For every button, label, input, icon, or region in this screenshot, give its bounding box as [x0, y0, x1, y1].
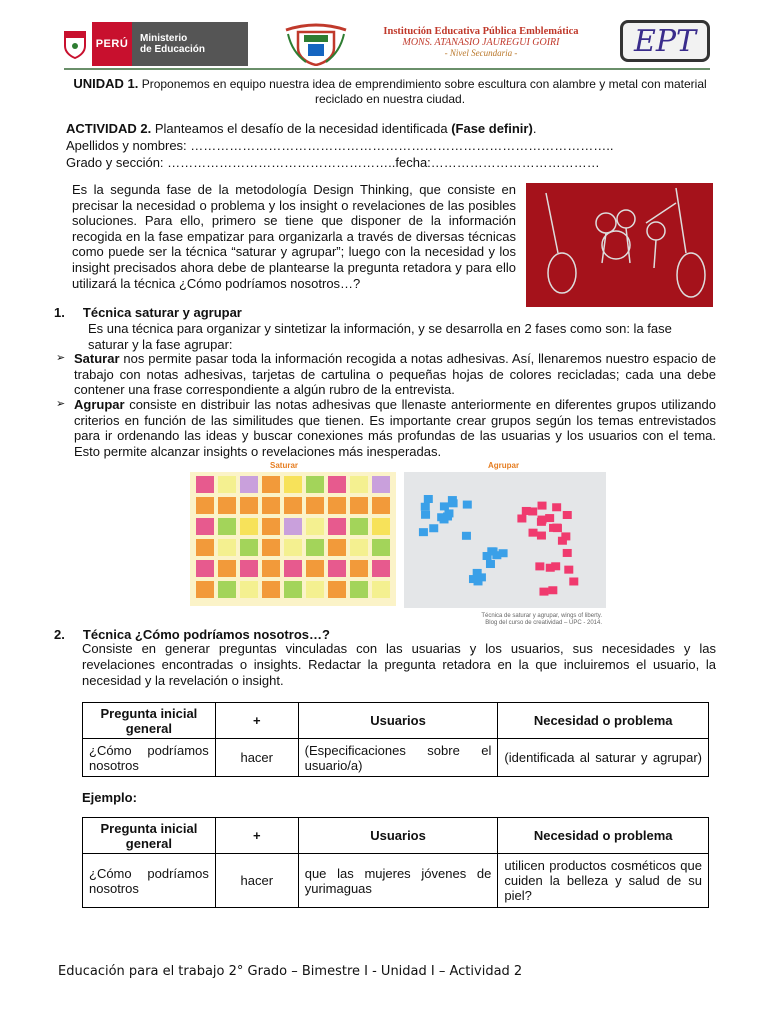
question-template-table	[82, 702, 709, 777]
section2-body: Consiste en generar preguntas vinculadas con las usuarias y los usuarios, sus necesidades y las revelaciones encontradas o insights. Redactar la pregunta retadora en la que incluiremos el usuario, la necesidad y la revelación o insight.	[82, 641, 716, 688]
sticky-note	[440, 502, 449, 510]
header-divider	[64, 68, 710, 70]
sticky-note	[350, 476, 368, 493]
sticky-note	[372, 560, 390, 577]
school-crest-icon	[284, 22, 348, 66]
sticky-note	[218, 476, 236, 493]
sticky-note	[328, 560, 346, 577]
sticky-note	[489, 547, 498, 555]
section2-title: 2. Técnica ¿Cómo podríamos nosotros…?	[54, 627, 330, 642]
sticky-note	[306, 581, 324, 598]
sticky-note	[262, 539, 280, 556]
illustration-caption-1: Técnica de saturar y agrupar, wings of liberty.	[481, 613, 602, 619]
table-header: +	[215, 703, 298, 739]
sticky-note	[240, 539, 258, 556]
example-label: Ejemplo:	[82, 790, 137, 805]
arrow-bullet-icon: ➢	[56, 398, 66, 410]
table-header: Necesidad o problema	[498, 703, 709, 739]
sticky-note	[262, 581, 280, 598]
sticky-note	[350, 539, 368, 556]
sticky-note	[262, 476, 280, 493]
sticky-note	[196, 581, 214, 598]
section1-body: Es una técnica para organizar y sintetizar la información, y se desarrolla en 2 fases como son: la fase saturar y la fase agrupar:	[88, 321, 672, 352]
sticky-note	[196, 476, 214, 493]
activity-block: ACTIVIDAD 2. Planteamos el desafío de la necesidad identificada (Fase definir). Apellidos y nombres: …………………………………………………………………………………….. Grado y sección: ……………………………………………..fecha:…………………………………	[66, 120, 726, 171]
sticky-note	[240, 581, 258, 598]
example-table	[82, 817, 709, 908]
table-header: +	[215, 818, 298, 854]
table-header-row	[83, 703, 709, 739]
sticky-note	[328, 497, 346, 514]
grade-field: Grado y sección: ……………………………………………..fecha:…………………………………	[66, 155, 600, 170]
sticky-note	[539, 588, 548, 596]
sticky-note	[306, 497, 324, 514]
sticky-note	[537, 532, 546, 540]
table-cell: (identificada al saturar y agrupar)	[498, 739, 709, 777]
bullet-saturar: ➢ Saturar nos permite pasar toda la información recogida a notas adhesivas. Así, llenaremos nuestro espacio de trabajo con notas adhesivas, tarjetas de cartulina o pequeñas hojas de colores recicladas; cada una debe contener una frase correspondiente a algún rubro de la entrevista.	[56, 351, 716, 398]
names-field: Apellidos y nombres: ……………………………………………………………………………………..	[66, 138, 614, 153]
sticky-note	[306, 539, 324, 556]
sticky-note	[284, 476, 302, 493]
table-header: Pregunta inicial general	[83, 703, 216, 739]
sticky-note	[429, 524, 438, 532]
sticky-note	[328, 539, 346, 556]
sticky-note	[328, 518, 346, 535]
sticky-note	[262, 518, 280, 535]
table-header-row	[83, 818, 709, 854]
illustration-caption-2: Blog del curso de creatividad – UPC - 2014.	[485, 620, 602, 626]
table-cell: que las mujeres jóvenes de yurimaguas	[298, 854, 498, 908]
sticky-note	[535, 562, 544, 570]
sticky-note	[443, 512, 452, 520]
sticky-note	[517, 514, 526, 522]
bullet-agrupar: ➢ Agrupar consiste en distribuir las notas adhesivas que llenaste anteriormente en diferentes grupos utilizando criterios en función de las similitudes que tienen. Es importante crear grupos según los temas entrevistados para ir ordenando las ideas y buscar conexiones más profundas de las usuarias y los usuarios con el tema. Esto permite alcanzar insights o revelaciones más inesperadas.	[56, 397, 716, 459]
sticky-note	[218, 581, 236, 598]
sticky-note	[529, 529, 538, 537]
sticky-note	[552, 503, 561, 511]
sticky-note	[372, 518, 390, 535]
sticky-note	[240, 497, 258, 514]
table-cell: utilicen productos cosméticos que cuiden la belleza y salud de su piel?	[498, 854, 709, 908]
sticky-note	[240, 518, 258, 535]
sticky-note	[218, 497, 236, 514]
sticky-note	[372, 539, 390, 556]
sticky-note	[548, 586, 557, 594]
sticky-note	[538, 502, 547, 510]
sticky-note	[546, 564, 555, 572]
saturar-label: Saturar	[270, 461, 299, 470]
sticky-note	[372, 476, 390, 493]
table-cell: (Especificaciones sobre el usuario/a)	[298, 739, 498, 777]
sticky-note	[218, 539, 236, 556]
sticky-note	[552, 524, 561, 532]
sticky-note	[196, 539, 214, 556]
sticky-note	[372, 581, 390, 598]
sticky-note	[469, 575, 478, 583]
table-cell: ¿Cómo podríamos nosotros	[83, 854, 216, 908]
saturar-agrupar-illustration	[190, 458, 608, 626]
school-name: Institución Educativa Pública Emblemática MONS. ATANASIO JAUREGUI GOIRI - Nivel Secundaria -	[383, 26, 579, 58]
sticky-note	[196, 560, 214, 577]
sticky-note	[284, 539, 302, 556]
intro-paragraph: Es la segunda fase de la metodología Design Thinking, que consiste en precisar la necesidad o problema y los insight o revelaciones de las posibles soluciones. Para ello, primero se tiene que disponer de la información recogida en la fase empatizar para organizarla a través de diversas técnicas como puede ser la técnica “saturar y agrupar”; luego con la necesidad y los insight precisados ahora debe de plantearse la pregunta retadora y para ello utilizará la técnica ¿Cómo podríamos nosotros…?	[72, 182, 516, 291]
sticky-note	[421, 503, 430, 511]
sticky-note	[350, 497, 368, 514]
sticky-note	[262, 497, 280, 514]
sticky-note	[262, 560, 280, 577]
sticky-note	[419, 528, 428, 536]
sticky-note	[284, 518, 302, 535]
sticky-note	[196, 518, 214, 535]
sticky-note	[424, 495, 433, 503]
table-header: Necesidad o problema	[498, 818, 709, 854]
section1-title: 1. Técnica saturar y agrupar	[54, 305, 242, 320]
peru-label: PERÚ	[92, 22, 132, 66]
table-cell: ¿Cómo podríamos nosotros	[83, 739, 216, 777]
ministry-name: Ministerio de Educación	[140, 33, 206, 55]
sticky-note	[328, 476, 346, 493]
sticky-note	[284, 497, 302, 514]
page-footer: Educación para el trabajo 2° Grado – Bimestre I - Unidad I – Actividad 2	[58, 964, 523, 979]
sticky-note	[350, 581, 368, 598]
sticky-note	[449, 499, 458, 507]
sticky-note	[240, 560, 258, 577]
agrupar-label: Agrupar	[488, 461, 520, 470]
sticky-note	[561, 532, 570, 540]
table-header: Usuarios	[298, 703, 498, 739]
wire-sculpture-photo	[526, 183, 713, 307]
sticky-note	[350, 518, 368, 535]
sticky-note	[240, 476, 258, 493]
sticky-note	[463, 501, 472, 509]
table-row	[83, 739, 709, 777]
sticky-note	[569, 577, 578, 585]
sticky-note	[462, 532, 471, 540]
sticky-note	[306, 560, 324, 577]
sticky-note	[218, 560, 236, 577]
sticky-note	[284, 560, 302, 577]
sticky-note	[284, 581, 302, 598]
sticky-note	[196, 497, 214, 514]
sticky-note	[477, 573, 486, 581]
sticky-note	[306, 518, 324, 535]
sticky-note	[306, 476, 324, 493]
ministry-logo	[58, 22, 248, 66]
arrow-bullet-icon: ➢	[56, 352, 66, 364]
table-row	[83, 854, 709, 908]
sticky-note	[563, 511, 572, 519]
peru-coat-of-arms-icon	[58, 22, 92, 66]
sticky-note	[421, 511, 430, 519]
table-cell: hacer	[215, 739, 298, 777]
sticky-note	[486, 560, 495, 568]
sticky-note	[538, 516, 547, 524]
sticky-note	[372, 497, 390, 514]
sticky-note	[528, 507, 537, 515]
unit-heading: UNIDAD 1. Proponemos en equipo nuestra idea de emprendimiento sobre escultura con alambre y metal con material reciclado en nuestra ciudad.	[73, 76, 707, 106]
sticky-note	[564, 566, 573, 574]
table-cell: hacer	[215, 854, 298, 908]
ept-logo: EPT	[620, 20, 710, 62]
sticky-note	[563, 549, 572, 557]
sticky-note	[218, 518, 236, 535]
table-header: Pregunta inicial general	[83, 818, 216, 854]
sticky-note	[350, 560, 368, 577]
sticky-note	[328, 581, 346, 598]
table-header: Usuarios	[298, 818, 498, 854]
